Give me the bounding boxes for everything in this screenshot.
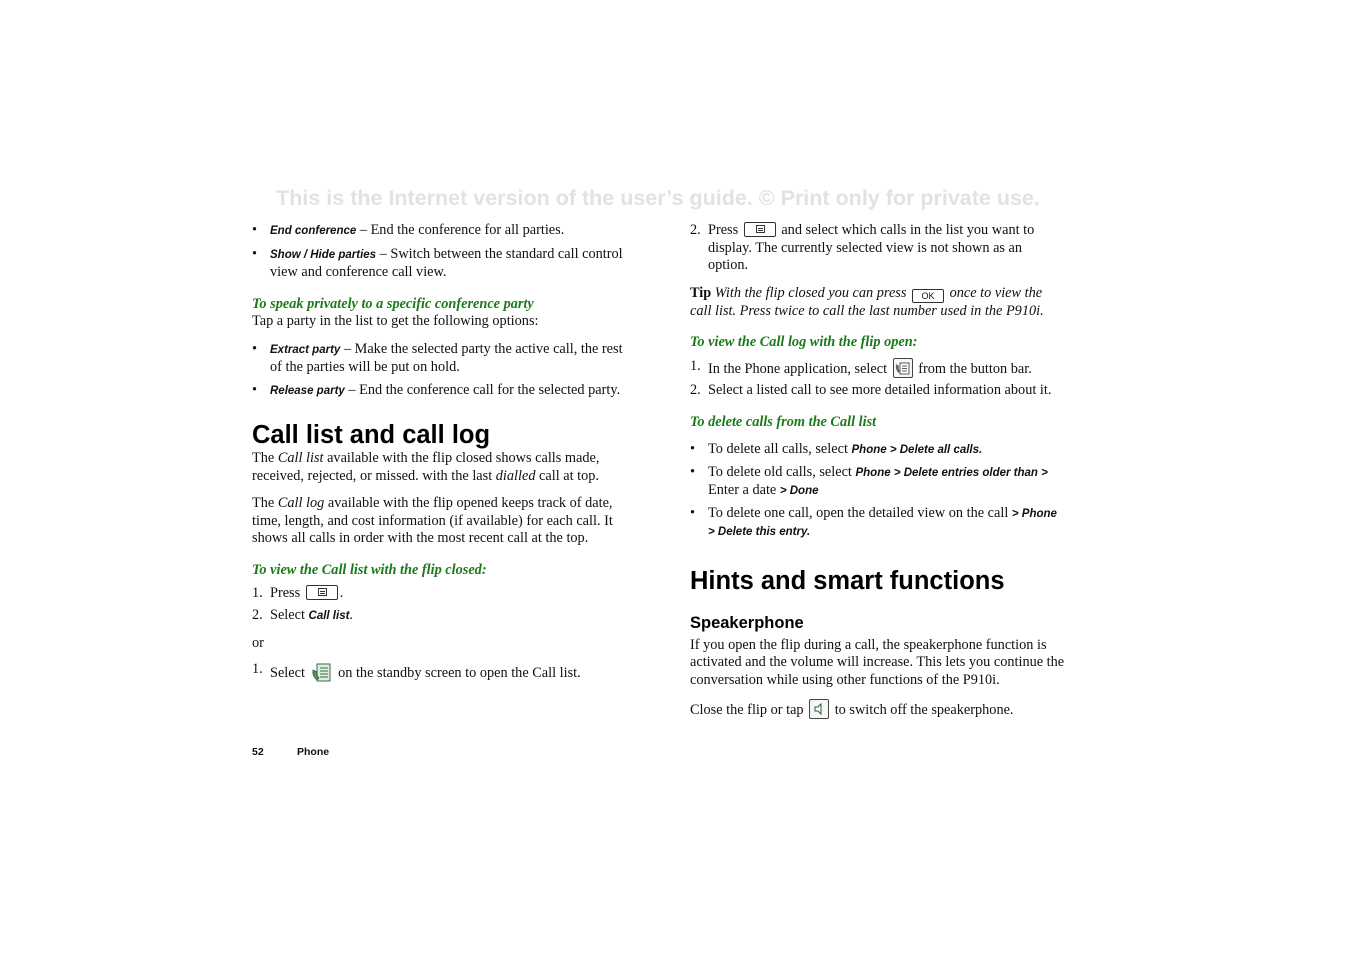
command-label: Phone > Delete entries older than > (855, 466, 1048, 479)
section-heading: Hints and smart functions (690, 566, 1005, 595)
menu-key-icon (744, 222, 776, 237)
list-item: • To delete all calls, select Phone > Delete all calls. (690, 441, 983, 457)
command-label: Call list (308, 609, 350, 622)
step-item: 1. In the Phone application, select from the button bar. (690, 357, 1032, 377)
page-number: 52 (252, 746, 264, 758)
paragraph: The Call log available with the flip opened keeps track of date, time, length, and cost information (if available) for each call. It shows all calls in order with the most recent call at the top. (252, 495, 613, 546)
step-item: 2. Select a listed call to see more detailed information about it. (690, 382, 1052, 398)
command-label: Show / Hide parties (270, 248, 377, 261)
procedure-heading: To view the Call list with the flip closed: (252, 561, 487, 578)
call-list-icon (311, 661, 333, 683)
item-text: – Make the selected party the active call, the rest of the parties will be put on hold. (270, 340, 623, 375)
ok-key-icon: OK (912, 289, 944, 303)
list-item: • End conference – End the conference for all parties. (252, 222, 565, 238)
footer-section: Phone (297, 746, 330, 758)
paragraph: Close the flip or tap to switch off the speakerphone. (690, 699, 1065, 720)
command-label: Release party (270, 384, 345, 397)
list-item: • Extract party – Make the selected party the active call, the rest of the parties will be put on hold. (252, 340, 623, 375)
list-item: • Show / Hide parties – Switch between the standard call control view and conference call view. (252, 245, 623, 280)
procedure-heading: To speak privately to a specific conference party (252, 295, 534, 312)
right-column (690, 222, 1065, 720)
command-label: End conference (270, 225, 357, 237)
command-label: > Phone > Delete this entry. (708, 507, 1057, 538)
step-item: 1. Press . (252, 585, 344, 601)
list-item: • Release party – End the conference call for the selected party. (252, 381, 621, 398)
procedure-heading: To delete calls from the Call list (690, 413, 877, 430)
call-log-icon (893, 358, 913, 378)
command-label: > Done (779, 485, 819, 497)
paragraph: or (252, 635, 264, 651)
paragraph: Tap a party in the list to get the following options: (252, 313, 539, 329)
command-label: Extract party (270, 343, 341, 356)
item-text: – Switch between the standard call control view and conference call view. (270, 245, 623, 280)
speaker-icon (809, 699, 829, 719)
subsection-heading: Speakerphone (690, 613, 804, 632)
item-text: – End the conference for all parties. (356, 222, 565, 238)
list-item: • To delete old calls, select Phone > Delete entries older than > Enter a date > Done (690, 463, 1048, 498)
watermark: This is the Internet version of the user’s guide. © Print only for private use. (276, 186, 1040, 210)
command-label: Phone > Delete all calls. (851, 444, 983, 456)
item-text: – End the conference call for the selected party. (344, 381, 621, 398)
menu-key-icon (306, 585, 338, 600)
procedure-heading: To view the Call log with the flip open: (690, 334, 918, 350)
left-column (252, 222, 627, 683)
list-item: • To delete one call, open the detailed view on the call > Phone > Delete this entry. (690, 504, 1057, 538)
step-item: 2. Press and select which calls in the list you want to display. The currently selected view is not shown as an option. (690, 222, 1035, 273)
paragraph: If you open the flip during a call, the speakerphone function is activated and the volume will increase. This lets you continue the conversation while using other functions of the P910i. (690, 636, 1065, 688)
tip-label: Tip (690, 284, 712, 301)
paragraph: The Call list available with the flip closed shows calls made, received, rejected, or missed. with the last dialled call at top. (252, 450, 600, 484)
step-item: 2. Select Call list. (252, 606, 353, 623)
section-heading: Call list and call log (252, 421, 491, 449)
tip-paragraph: Tip With the flip closed you can press OK once to view the call list. Press twice to call the last number used in the P910i. (690, 284, 1044, 319)
step-item: 1. Select on the standby screen to open the Call list. (252, 660, 581, 681)
